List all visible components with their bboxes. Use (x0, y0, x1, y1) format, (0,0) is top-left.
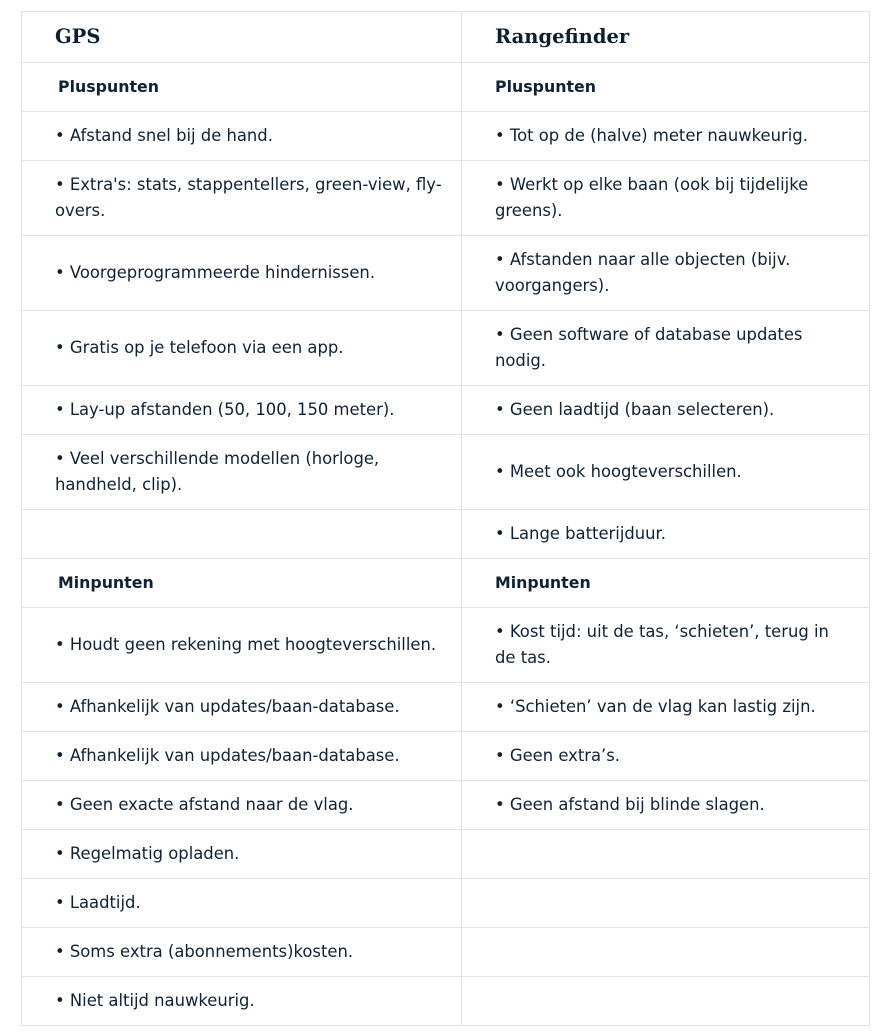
cell-text: • Voorgeprogrammeerde hindernissen. (55, 263, 376, 282)
cell-text: • Geen afstand bij blinde slagen. (495, 795, 765, 814)
table-row (22, 879, 870, 928)
cell-text: • Houdt geen rekening met hoogteverschillen. (55, 635, 437, 654)
gps-pro-cell (22, 510, 462, 559)
gps-con-cell (22, 879, 462, 928)
section-label-rf-pros: Pluspunten (462, 63, 870, 112)
table-row (22, 608, 870, 683)
gps-con-cell (22, 977, 462, 1026)
cell-text: • Afstand snel bij de hand. (55, 126, 273, 145)
cell-text: • Werkt op elke baan (ook bij tijdelijke greens). (495, 175, 809, 220)
gps-pro-cell (22, 311, 462, 386)
gps-con-cell (22, 830, 462, 879)
header-gps: GPS (22, 12, 462, 63)
comparison-table (21, 11, 870, 1026)
cell-text: • Geen laadtijd (baan selecteren). (495, 400, 775, 419)
table-row (22, 435, 870, 510)
cell-text: • Lange batterijduur. (495, 524, 666, 543)
section-row-cons (22, 559, 870, 608)
table-row (22, 510, 870, 559)
section-label-gps-pros: Pluspunten (22, 63, 462, 112)
table-row (22, 781, 870, 830)
cell-text: • ‘Schieten’ van de vlag kan lastig zijn. (495, 697, 816, 716)
rf-con-cell (462, 830, 870, 879)
rf-pro-cell (462, 236, 870, 311)
table-header-row (22, 12, 870, 63)
cell-text: • Afstanden naar alle objecten (bijv. voorgangers). (495, 250, 791, 295)
section-row-pros (22, 63, 870, 112)
rf-con-cell (462, 928, 870, 977)
gps-pro-cell (22, 435, 462, 510)
rf-pro-cell (462, 161, 870, 236)
section-label-rf-cons: Minpunten (462, 559, 870, 608)
rf-con-cell (462, 977, 870, 1026)
cell-text: • Kost tijd: uit de tas, ‘schieten’, terug in de tas. (495, 622, 829, 667)
rf-con-cell (462, 732, 870, 781)
rf-pro-cell (462, 311, 870, 386)
cell-text: • Soms extra (abonnements)kosten. (55, 942, 354, 961)
rf-pro-cell (462, 386, 870, 435)
cell-text: • Niet altijd nauwkeurig. (55, 991, 255, 1010)
rf-con-cell (462, 683, 870, 732)
gps-pro-cell (22, 112, 462, 161)
rf-pro-cell (462, 510, 870, 559)
gps-con-cell (22, 781, 462, 830)
rf-con-cell (462, 781, 870, 830)
cell-text: • Extra's: stats, stappentellers, green-view, fly-overs. (55, 175, 442, 220)
gps-con-cell (22, 928, 462, 977)
table-row (22, 386, 870, 435)
cell-text: • Laadtijd. (55, 893, 141, 912)
table-row (22, 112, 870, 161)
gps-pro-cell (22, 161, 462, 236)
cell-text: • Meet ook hoogteverschillen. (495, 462, 742, 481)
table-row (22, 236, 870, 311)
cell-text: • Geen exacte afstand naar de vlag. (55, 795, 354, 814)
header-rangefinder: Rangefinder (462, 12, 870, 63)
table-row (22, 683, 870, 732)
cell-text: • Geen extra’s. (495, 746, 621, 765)
rf-pro-cell (462, 435, 870, 510)
gps-pro-cell (22, 386, 462, 435)
cell-text: • Gratis op je telefoon via een app. (55, 338, 344, 357)
table-row (22, 732, 870, 781)
section-label-gps-cons: Minpunten (22, 559, 462, 608)
rf-con-cell (462, 608, 870, 683)
cell-text: • Tot op de (halve) meter nauwkeurig. (495, 126, 808, 145)
gps-con-cell (22, 683, 462, 732)
gps-pro-cell (22, 236, 462, 311)
cell-text: • Geen software of database updates nodig. (495, 325, 803, 370)
gps-con-cell (22, 608, 462, 683)
cell-text: • Lay-up afstanden (50, 100, 150 meter). (55, 400, 395, 419)
table-row (22, 311, 870, 386)
cell-text: • Regelmatig opladen. (55, 844, 240, 863)
cell-text: • Veel verschillende modellen (horloge, handheld, clip). (55, 449, 380, 494)
rf-pro-cell (462, 112, 870, 161)
cell-text: • Afhankelijk van updates/baan-database. (55, 746, 400, 765)
rf-con-cell (462, 879, 870, 928)
table-row (22, 977, 870, 1026)
table-row (22, 161, 870, 236)
gps-con-cell (22, 732, 462, 781)
table-row (22, 928, 870, 977)
cell-text: • Afhankelijk van updates/baan-database. (55, 697, 400, 716)
table-row (22, 830, 870, 879)
